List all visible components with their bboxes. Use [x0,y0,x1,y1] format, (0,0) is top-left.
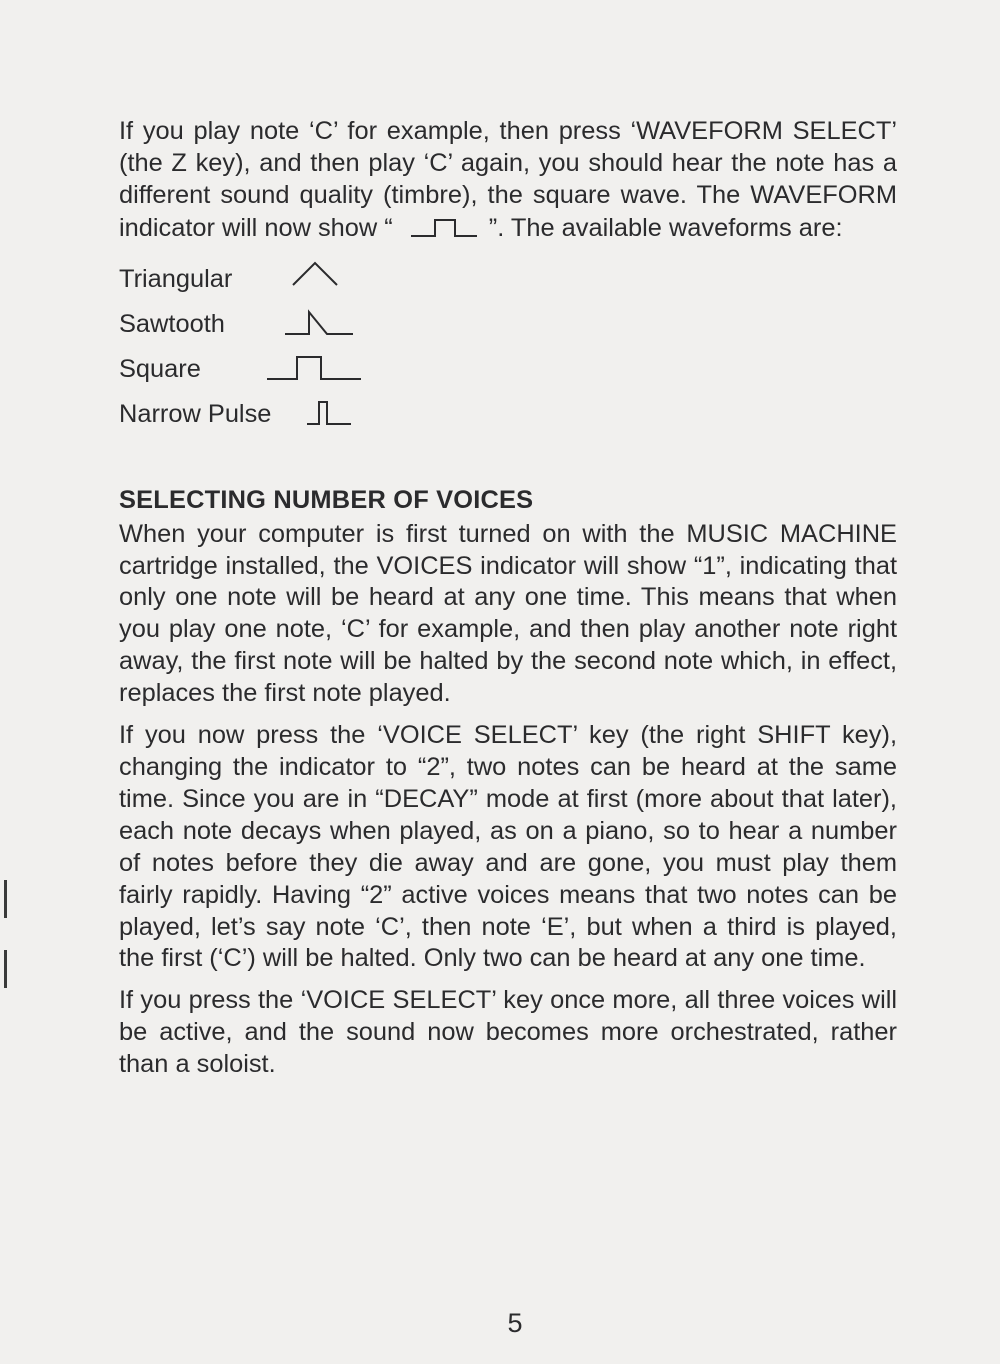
page-edge-mark [4,880,7,918]
sawtooth-wave-icon [283,304,357,340]
body-paragraph: If you press the ‘VOICE SELECT’ key once more, all three voices will be active, and the sound now becomes more orchestrated, rather than a soloist. [119,986,897,1079]
body-paragraph: When your computer is first turned on with the MUSIC MACHINE cartridge installed, the VOICES indicator will show “1”, indicating that only one note will be heard at any one time. This means that when you play one note, ‘C’ for example, and then play another note right away, the first note will be halted by the second note which, in effect, replaces the first note played. [119,519,897,708]
document-body [119,116,897,1081]
waveform-item-sawtooth [119,302,897,347]
narrow-pulse-wave-icon [305,394,361,430]
waveform-label: Narrow Pulse [119,399,272,428]
waveform-list [119,257,897,437]
waveform-item-narrow-pulse [119,392,897,437]
waveform-item-triangular [119,257,897,302]
intro-paragraph [119,116,897,245]
triangle-wave-icon [289,257,345,293]
page-edge-mark [4,950,7,988]
body-paragraph: If you now press the ‘VOICE SELECT’ key (the right SHIFT key), changing the indicator to “2”, two notes can be heard at the same time. Since you are in “DECAY” mode at first (more about that later), each note decays when played, as on a piano, so to hear a number of notes before they die away and are gone, you must play them fairly rapidly. Having “2” active voices means that two notes can be played, let’s say note ‘C’, then note ‘E’, but when a third is played, the first (‘C’) will be halted. Only two can be heard at any one time. [119,721,897,973]
waveform-label: Triangular [119,264,233,293]
page-number: 5 [507,1308,523,1338]
square-wave-icon [265,349,365,385]
waveform-label: Sawtooth [119,309,225,338]
intro-text-start: If you play note ‘C’ for example, then press ‘WAVEFORM SELECT’ (the Z key), and then play ‘C’ again, you should hear the note has a different sound quality (timbre), the square wave. The WAVEFORM indicator will now show “ [119,117,897,242]
waveform-label: Square [119,354,201,383]
intro-text-end: ”. The available waveforms are: [488,213,843,242]
square-wave-icon [393,212,489,242]
section-heading: SELECTING NUMBER OF VOICES [119,485,534,514]
waveform-item-square [119,347,897,392]
